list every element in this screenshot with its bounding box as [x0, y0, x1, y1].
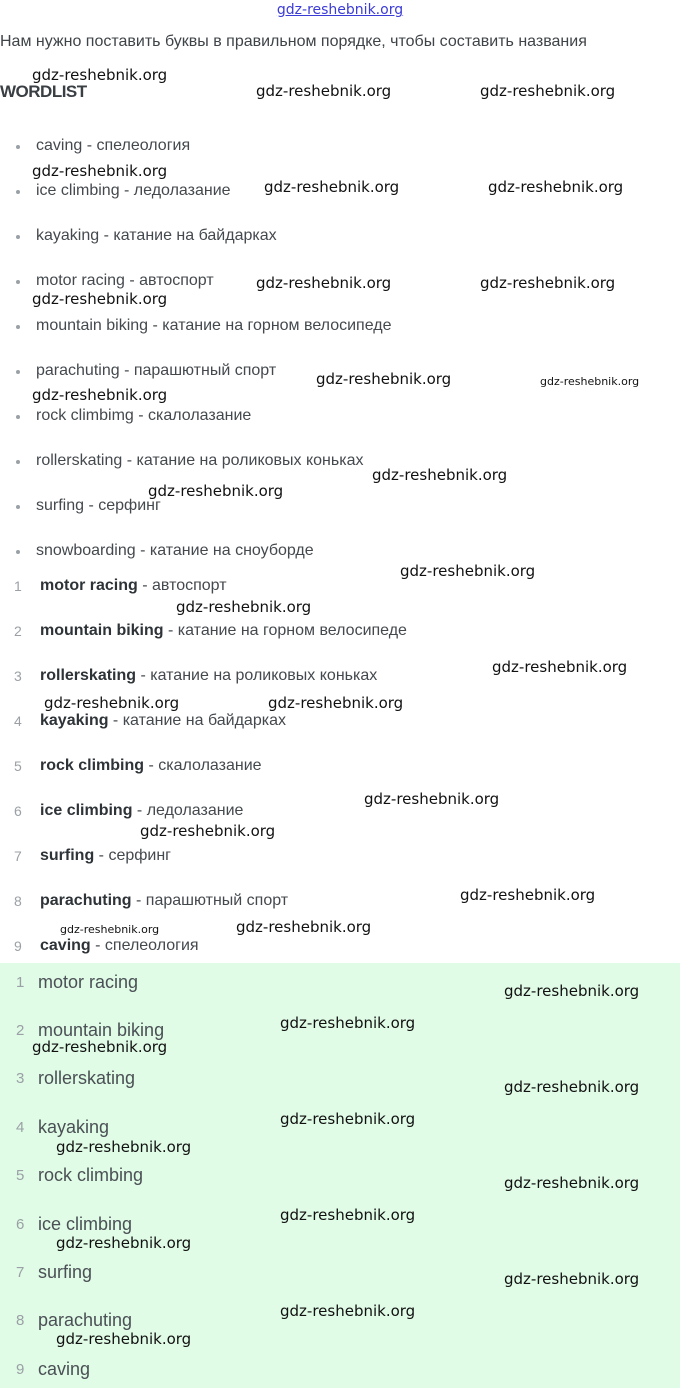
item-number: 4 [16, 1119, 25, 1136]
watermark: gdz-reshebnik.org [364, 790, 500, 808]
item-number: 1 [14, 578, 22, 594]
translation: - скалолазание [144, 757, 262, 774]
watermark: gdz-reshebnik.org [264, 178, 400, 196]
watermark: gdz-reshebnik.org [56, 1138, 192, 1156]
intro-text: Нам нужно поставить буквы в правильном порядке, чтобы составить названия [0, 33, 587, 50]
bullet-icon [16, 145, 20, 149]
item-number: 6 [16, 1216, 25, 1233]
wordlist-title: WORDLIST [0, 82, 87, 101]
wordlist-item-text: rock climbimg - скалолазание [36, 407, 252, 424]
wordlist-item-text: mountain biking - катание на горном велосипеде [36, 317, 392, 334]
term: parachuting [40, 892, 132, 909]
bullet-icon [16, 415, 20, 419]
watermark: gdz-reshebnik.org [256, 274, 392, 292]
bullet-icon [16, 550, 20, 554]
item-number: 9 [16, 1361, 25, 1378]
watermark: gdz-reshebnik.org [460, 886, 596, 904]
watermark: gdz-reshebnik.org [480, 82, 616, 100]
watermark: gdz-reshebnik.org [32, 290, 168, 308]
answer-text: rollerskating [38, 1068, 136, 1088]
item-number: 8 [14, 893, 22, 909]
answer-text: mountain biking [38, 1020, 165, 1040]
watermark: gdz-reshebnik.org [268, 694, 404, 712]
item-number: 5 [16, 1167, 25, 1184]
wordlist-item-text: caving - спелеология [36, 137, 191, 154]
translation: - спелеология [90, 937, 199, 954]
watermark: gdz-reshebnik.org [140, 822, 276, 840]
watermark: gdz-reshebnik.org [316, 370, 452, 388]
term: mountain biking [40, 622, 164, 639]
answer-text: kayaking [38, 1117, 110, 1137]
wordlist-item-text: kayaking - катание на байдарках [36, 227, 277, 244]
watermark: gdz-reshebnik.org [256, 82, 392, 100]
item-number: 7 [14, 848, 22, 864]
watermark: gdz-reshebnik.org [32, 386, 168, 404]
answer-text: caving [38, 1359, 91, 1379]
watermark: gdz-reshebnik.org [540, 375, 640, 388]
translation: - автоспорт [137, 577, 227, 594]
translation: - катание на роликовых коньках [136, 667, 378, 684]
wordlist-item-text: snowboarding - катание на сноуборде [36, 542, 314, 559]
term: rock climbing [40, 757, 145, 774]
bullet-icon [16, 235, 20, 239]
bullet-icon [16, 370, 20, 374]
item-number: 9 [14, 938, 22, 954]
watermark: gdz-reshebnik.org [504, 1270, 640, 1288]
wordlist-item-text: surfing - серфинг [36, 497, 161, 514]
item-number: 3 [16, 1070, 25, 1087]
wordlist-item-text: motor racing - автоспорт [36, 272, 214, 289]
translation: - серфинг [94, 847, 172, 864]
item-number: 7 [16, 1264, 25, 1281]
term: ice climbing [40, 802, 133, 819]
answer-text: motor racing [38, 972, 139, 992]
item-number: 2 [16, 1022, 25, 1039]
bullet-icon [16, 325, 20, 329]
translation: - ледолазание [132, 802, 244, 819]
watermark: gdz-reshebnik.org [56, 1234, 192, 1252]
bullet-icon [16, 505, 20, 509]
translation: - катание на горном велосипеде [163, 622, 407, 639]
term: rollerskating [40, 667, 137, 684]
translation: - катание на байдарках [108, 712, 286, 729]
watermark: gdz-reshebnik.org [148, 482, 284, 500]
watermark: gdz-reshebnik.org [504, 1174, 640, 1192]
watermark: gdz-reshebnik.org [60, 923, 160, 936]
term: caving [40, 937, 91, 954]
item-number: 2 [14, 623, 22, 639]
wordlist-item-text: ice climbing - ледолазание [36, 182, 231, 199]
answer-text: ice climbing [38, 1214, 133, 1234]
watermark: gdz-reshebnik.org [280, 1302, 416, 1320]
item-number: 4 [14, 713, 22, 729]
watermark: gdz-reshebnik.org [44, 694, 180, 712]
watermark: gdz-reshebnik.org [280, 1014, 416, 1032]
watermark: gdz-reshebnik.org [488, 178, 624, 196]
watermark: gdz-reshebnik.org [504, 1078, 640, 1096]
watermark: gdz-reshebnik.org [492, 658, 628, 676]
wordlist-item-text: parachuting - парашютный спорт [36, 362, 277, 379]
answer-text: parachuting [38, 1310, 133, 1330]
item-number: 3 [14, 668, 22, 684]
watermark: gdz-reshebnik.org [32, 162, 168, 180]
watermark: gdz-reshebnik.org [400, 562, 536, 580]
watermark: gdz-reshebnik.org [176, 598, 312, 616]
bullet-icon [16, 460, 20, 464]
watermark: gdz-reshebnik.org [504, 982, 640, 1000]
item-number: 1 [16, 974, 25, 991]
watermark: gdz-reshebnik.org [372, 466, 508, 484]
watermark: gdz-reshebnik.org [32, 66, 168, 84]
watermark: gdz-reshebnik.org [32, 1038, 168, 1056]
watermark: gdz-reshebnik.org [280, 1206, 416, 1224]
watermark: gdz-reshebnik.org [236, 918, 372, 936]
watermark: gdz-reshebnik.org [56, 1330, 192, 1348]
watermark: gdz-reshebnik.org [280, 1110, 416, 1128]
term: motor racing [40, 577, 138, 594]
watermark: gdz-reshebnik.org [480, 274, 616, 292]
wordlist-item-text: rollerskating - катание на роликовых коньках [36, 452, 364, 469]
term: surfing [40, 847, 95, 864]
item-number: 8 [16, 1312, 25, 1329]
item-number: 5 [14, 758, 22, 774]
item-number: 6 [14, 803, 22, 819]
answer-text: surfing [38, 1262, 93, 1282]
term: kayaking [40, 712, 109, 729]
answer-text: rock climbing [38, 1165, 144, 1185]
bullet-icon [16, 280, 20, 284]
translation: - парашютный спорт [131, 892, 289, 909]
site-link[interactable]: gdz-reshebnik.org [276, 2, 404, 18]
bullet-icon [16, 190, 20, 194]
